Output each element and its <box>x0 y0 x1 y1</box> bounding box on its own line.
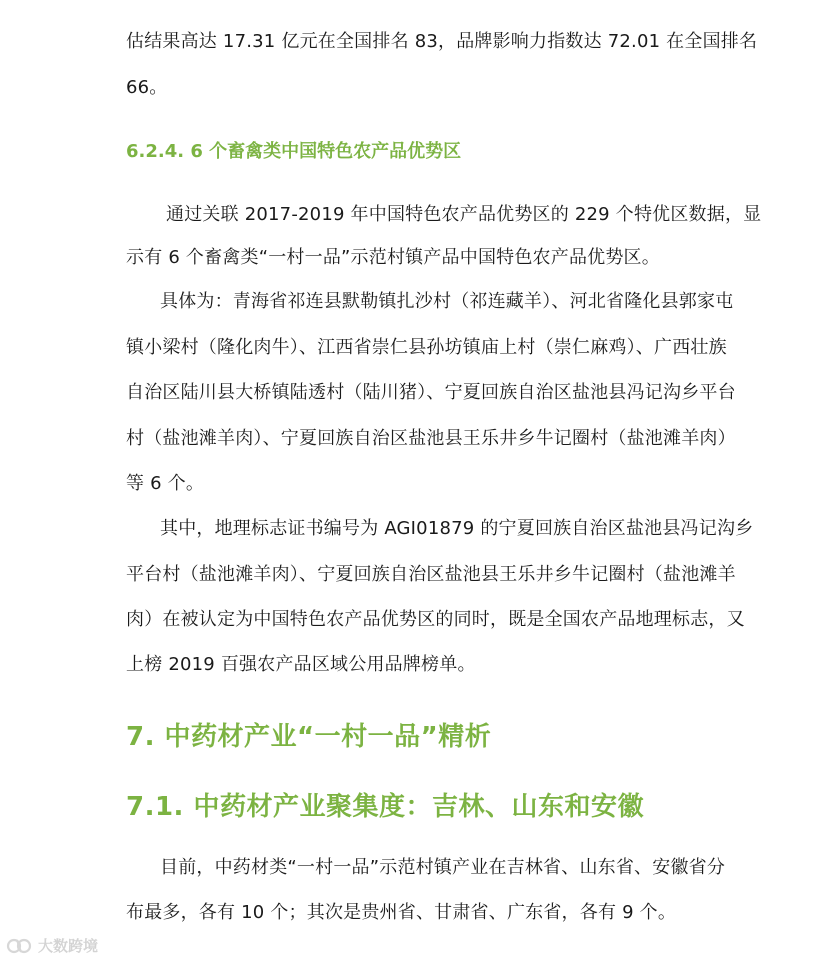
section-heading-7-1: 7.1. 中药材产业聚集度：吉林、山东和安徽 <box>126 792 644 822</box>
brand-logo-icon <box>6 936 32 956</box>
body-line: 其中，地理标志证书编号为 AGI01879 的宁夏回族自治区盐池县冯记沟乡 <box>160 518 754 539</box>
body-line: 自治区陆川县大桥镇陆透村（陆川猪）、宁夏回族自治区盐池县冯记沟乡平台 <box>126 382 736 403</box>
body-line: 布最多，各有 10 个；其次是贵州省、甘肃省、广东省，各有 9 个。 <box>126 902 677 923</box>
watermark <box>6 935 98 956</box>
body-line: 镇小梁村（隆化肉牛）、江西省崇仁县孙坊镇庙上村（崇仁麻鸡）、广西壮族 <box>126 337 727 358</box>
watermark-text: 大数跨境 <box>38 937 99 955</box>
body-line: 示有 6 个畜禽类“一村一品”示范村镇产品中国特色农产品优势区。 <box>126 247 660 268</box>
body-line: 估结果高达 17.31 亿元在全国排名 83，品牌影响力指数达 72.01 在全国排名 <box>126 31 758 52</box>
body-line: 村（盐池滩羊肉）、宁夏回族自治区盐池县王乐井乡牛记圈村（盐池滩羊肉） <box>126 428 736 449</box>
section-heading-7: 7. 中药材产业“一村一品”精析 <box>126 722 492 752</box>
body-line: 肉）在被认定为中国特色农产品优势区的同时，既是全国农产品地理标志，又 <box>126 609 745 630</box>
body-line: 等 6 个。 <box>126 473 205 494</box>
body-line: 66。 <box>126 77 168 98</box>
body-line: 具体为：青海省祁连县默勒镇扎沙村（祁连藏羊）、河北省隆化县郭家屯 <box>160 291 734 312</box>
section-heading-6-2-4: 6.2.4. 6 个畜禽类中国特色农产品优势区 <box>126 141 462 162</box>
body-line: 平台村（盐池滩羊肉）、宁夏回族自治区盐池县王乐井乡牛记圈村（盐池滩羊 <box>126 564 736 585</box>
body-line: 上榜 2019 百强农产品区域公用品牌榜单。 <box>126 654 476 675</box>
body-line: 目前，中药材类“一村一品”示范村镇产业在吉林省、山东省、安徽省分 <box>160 857 726 878</box>
body-line: 通过关联 2017-2019 年中国特色农产品优势区的 229 个特优区数据，显 <box>166 204 762 225</box>
